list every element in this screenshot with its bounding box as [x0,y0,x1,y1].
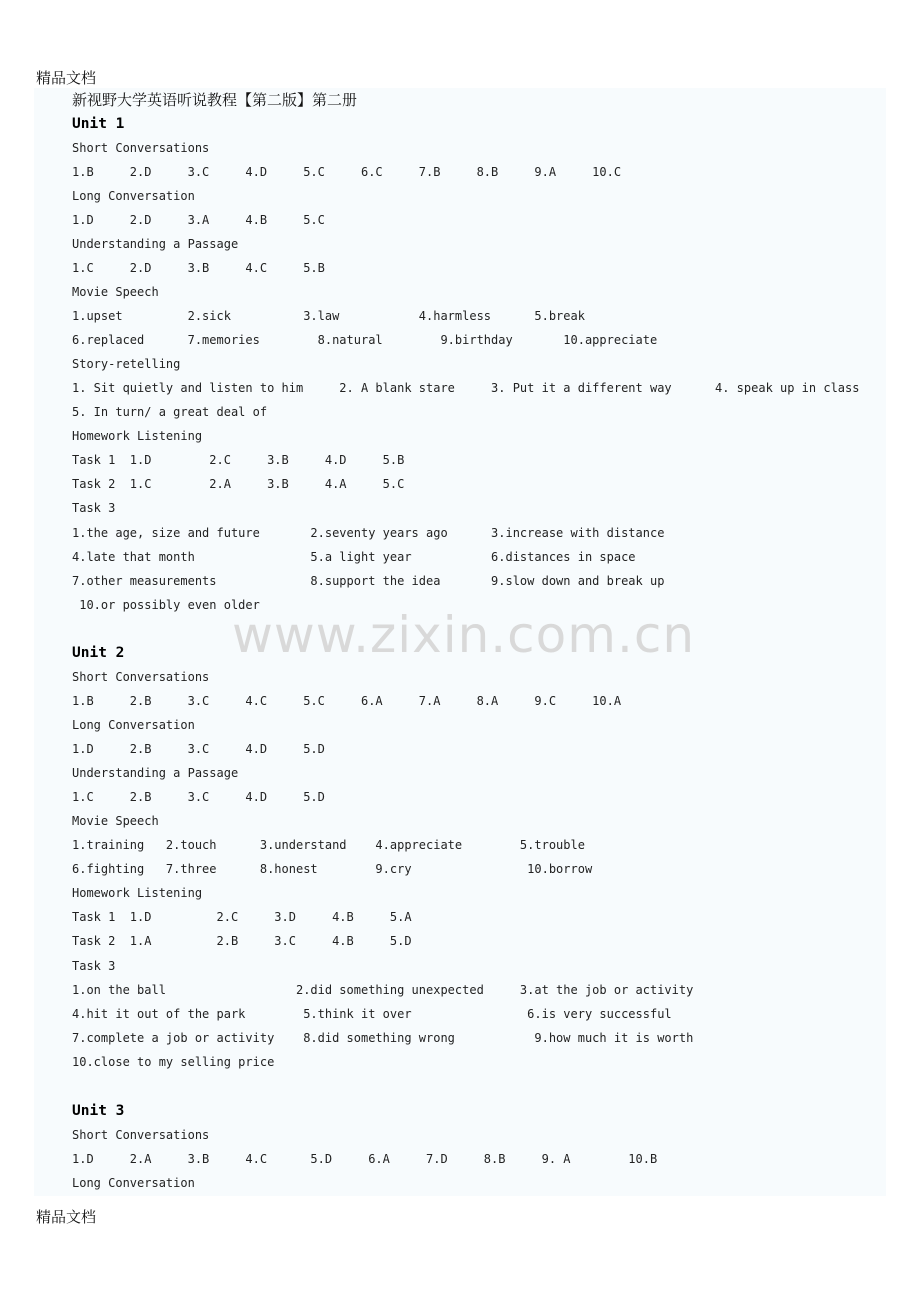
text-line: Task 2 1.C 2.A 3.B 4.A 5.C [72,477,405,491]
text-line: 1.D 2.A 3.B 4.C 5.D 6.A 7.D 8.B 9. A 10.B [72,1152,658,1166]
text-line: 1.C 2.B 3.C 4.D 5.D [72,790,325,804]
text-line: 1.C 2.D 3.B 4.C 5.B [72,261,325,275]
text-line: 7.complete a job or activity 8.did something wrong 9.how much it is worth [72,1031,694,1045]
text-line: Task 2 1.A 2.B 3.C 4.B 5.D [72,934,412,948]
text-line: 1.training 2.touch 3.understand 4.appreciate 5.trouble [72,838,585,852]
text-line: 5. In turn/ a great deal of [72,405,268,419]
text-line: 10.close to my selling price [72,1055,275,1069]
text-line: Long Conversation [72,1176,195,1190]
unit-heading: Unit 1 [72,116,125,132]
text-line: 10.or possibly even older [72,598,260,612]
text-line: 1.upset 2.sick 3.law 4.harmless 5.break [72,309,585,323]
text-line: 1.the age, size and future 2.seventy years ago 3.increase with distance [72,526,665,540]
text-line: Short Conversations [72,1128,210,1142]
text-line: 7.other measurements 8.support the idea 9.slow down and break up [72,574,665,588]
text-line: Short Conversations [72,670,210,684]
text-line: 1. Sit quietly and listen to him 2. A blank stare 3. Put it a different way 4. speak up in class [72,381,860,395]
text-line: Homework Listening [72,429,203,443]
text-line: 6.replaced 7.memories 8.natural 9.birthday 10.appreciate [72,333,658,347]
text-line: 1.on the ball 2.did something unexpected 3.at the job or activity [72,983,694,997]
unit-heading: Unit 3 [72,1103,125,1119]
text-line: 1.B 2.B 3.C 4.C 5.C 6.A 7.A 8.A 9.C 10.A [72,694,622,708]
text-line: Task 1 1.D 2.C 3.D 4.B 5.A [72,910,412,924]
text-line: Movie Speech [72,285,159,299]
text-line: 4.hit it out of the park 5.think it over 6.is very successful [72,1007,672,1021]
watermark: www.zixin.com.cn [232,606,696,664]
document-title: 新视野大学英语听说教程【第二版】第二册 [72,91,358,109]
text-line: Understanding a Passage [72,766,239,780]
text-line: 1.D 2.D 3.A 4.B 5.C [72,213,325,227]
text-line: 1.D 2.B 3.C 4.D 5.D [72,742,325,756]
text-line: 1.B 2.D 3.C 4.D 5.C 6.C 7.B 8.B 9.A 10.C [72,165,622,179]
text-line: Long Conversation [72,718,195,732]
text-line: Long Conversation [72,189,195,203]
text-line: 6.fighting 7.three 8.honest 9.cry 10.borrow [72,862,593,876]
unit-heading: Unit 2 [72,645,125,661]
text-line: Story-retelling [72,357,181,371]
page-footer-label: 精品文档 [36,1208,97,1226]
text-line: Understanding a Passage [72,237,239,251]
page-header-label: 精品文档 [36,69,97,87]
text-line: Movie Speech [72,814,159,828]
text-line: Task 1 1.D 2.C 3.B 4.D 5.B [72,453,405,467]
text-line: Task 3 [72,959,116,973]
text-line: Short Conversations [72,141,210,155]
text-line: 4.late that month 5.a light year 6.distances in space [72,550,636,564]
text-line: Task 3 [72,501,116,515]
text-line: Homework Listening [72,886,203,900]
